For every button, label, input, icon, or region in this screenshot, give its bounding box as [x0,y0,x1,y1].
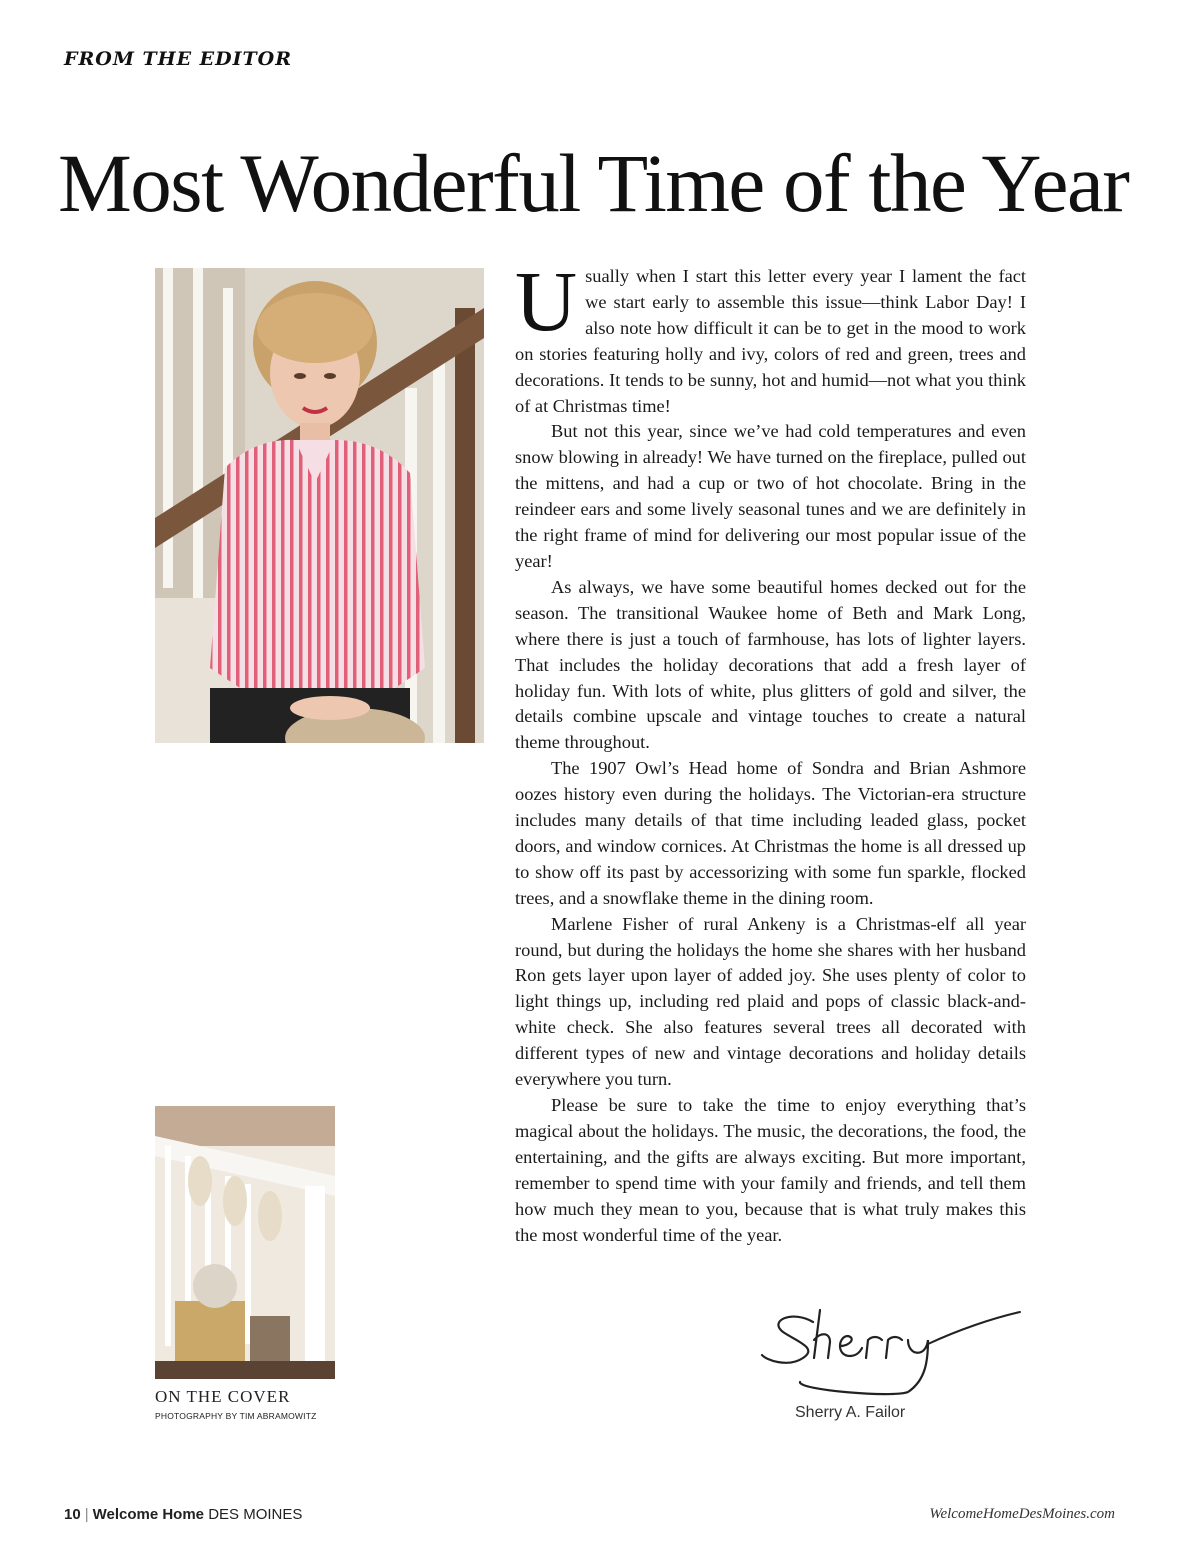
magazine-city: DES MOINES [208,1506,303,1523]
paragraph-text: sually when I start this letter every year I lament the fact we start early to assemble this issue—think Labor Day! I also note how difficult it can be to get in the mood to work on stories featuring holly and ivy, colors of red and green, trees and decorations. It tends to be sunny, hot and humid—not what you think of at Christmas time! [515,266,1026,416]
signature-name: Sherry A. Failor [795,1404,906,1421]
article-paragraph: But not this year, since we’ve had cold temperatures and even snow blowing in already! We have turned on the fireplace, pulled out the mittens, and had a cup or two of hot chocolate. Bring in the reindeer ears and some lively seasonal tunes and we are definitely in the right frame of mind for delivering our most popular issue of the year! [515,421,1026,571]
article-paragraph: The 1907 Owl’s Head home of Sondra and Brian Ashmore oozes history even during the holidays. The Victorian-era structure includes many details of that time including leaded glass, pocket doors, and window cornices. At Christmas the home is all dressed up to show off its past by accessorizing with some fun sparkle, flocked trees, and a snowflake theme in the dining room. [515,758,1026,908]
page-number: 10 [64,1506,81,1523]
article-paragraph: Please be sure to take the time to enjoy everything that’s magical about the holidays. The music, the decorations, the food, the entertaining, and the gifts are always exciting. But more important, remember to spend time with your family and friends, and tell them how much they mean to you, because that is what truly makes this the most wonderful time of the year. [515,1095,1026,1245]
article-paragraph: As always, we have some beautiful homes decked out for the season. The transitional Waukee home of Beth and Mark Long, where there is just a touch of farmhouse, has lots of lighter layers. That includes the holiday decorations that add a fresh layer of holiday fun. With lots of white, plus glitters of gold and silver, the details combine upscale and vintage touches to create a natural theme throughout. [515,576,1026,753]
article-paragraph: Marlene Fisher of rural Ankeny is a Christmas-elf all year round, but during the holidays the home she shares with her husband Ron gets layer upon layer of added joy. She uses plenty of color to light things up, including red plaid and pops of classic black-and-white check. She also features several trees all decorated with different types of new and vintage decorations and holiday details everywhere you turn. [515,913,1026,1090]
drop-cap: U [515,253,578,349]
footer-folio [64,1506,302,1523]
cover-thumbnail-photo [155,1106,335,1379]
magazine-name: Welcome Home [92,1506,205,1523]
cover-photo-credit: PHOTOGRAPHY BY TIM ABRAMOWITZ [155,1411,317,1421]
section-label: FROM THE EDITOR [64,48,292,70]
footer-website: WelcomeHomeDesMoines.com [929,1506,1115,1522]
editor-letter-body [515,253,1026,1248]
editor-portrait-photo [155,268,484,743]
page-title: Most Wonderful Time of the Year [58,137,1129,229]
cover-illustration [155,1106,335,1379]
article-paragraph [515,253,1026,419]
portrait-illustration [155,268,484,743]
cover-caption-title: ON THE COVER [155,1387,291,1406]
handwritten-signature [758,1300,1028,1400]
folio-separator: | [84,1506,89,1523]
